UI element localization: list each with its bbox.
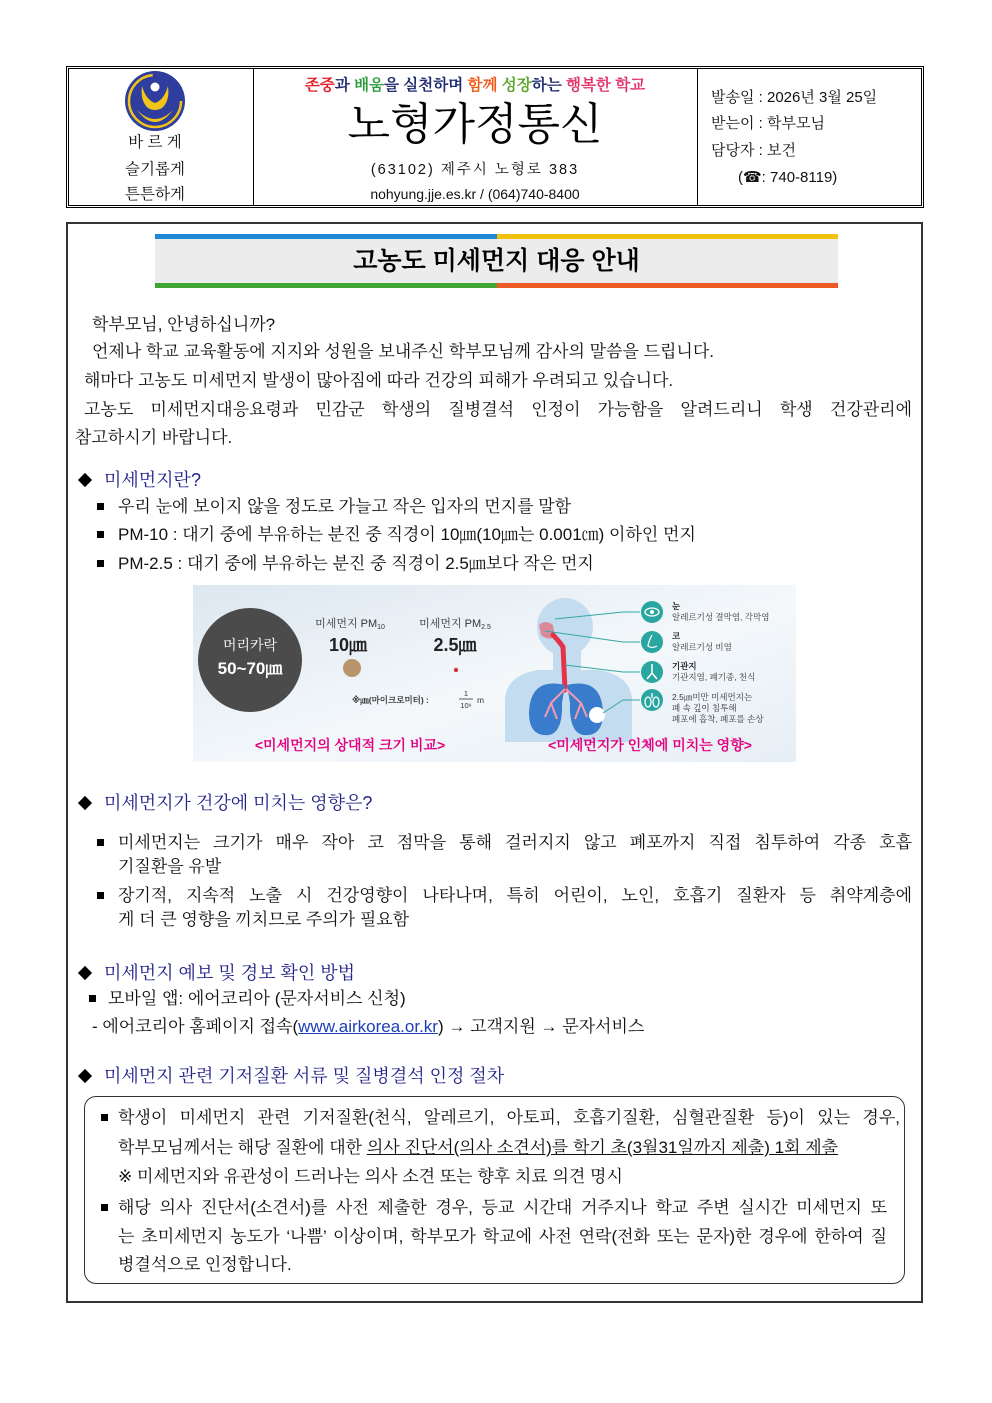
section-heading: 미세먼지란? [104, 470, 201, 490]
bullet-icon [97, 503, 104, 510]
bullet-text: 장기적, 지속적 노출 시 건강영향이 나타나며, 특히 어린이, 노인, 호흡기 질환자 등 취약계층에 [118, 886, 912, 905]
bullet-text: 기질환을 유발 [118, 857, 222, 876]
organ-effect-bronchus: 기관지염, 폐기종, 천식 [672, 672, 756, 682]
slogan-word: 존중 [304, 77, 335, 94]
section-heading: 미세먼지가 건강에 미치는 영향은? [104, 793, 373, 813]
organ-effect-eye: 알레르기성 결막염, 각막염 [672, 612, 770, 622]
intro-line: 참고하시기 바랍니다. [75, 428, 233, 447]
organ-effect-lungs: 2.5㎛미만 미세먼지는 [672, 692, 753, 702]
logo-motto-3: 튼튼하게 [125, 186, 185, 203]
slogan-word: 을 실천하며 [384, 77, 468, 94]
bullet-icon [97, 892, 104, 899]
pm10-subscript: 10 [377, 624, 385, 631]
procedure-text [118, 1136, 900, 1160]
bullet-text: 우리 눈에 보이지 않을 정도로 가늘고 작은 입자의 먼지를 말함 [118, 497, 572, 516]
manager: 담당자 : 보건 [711, 142, 796, 159]
unit-note: ※㎛(마이크로미터) : [352, 695, 429, 705]
slogan-word: 함께 [467, 77, 502, 94]
slogan-word: 배움 [354, 77, 385, 94]
send-date: 발송일 : 2026년 3월 25일 [711, 89, 878, 106]
procedure-text: 병결석으로 인정합니다. [118, 1255, 292, 1274]
header-divider-right [697, 69, 698, 205]
procedure-text: 학생이 미세먼지 관련 기저질환(천식, 알레르기, 아토피, 호흡기질환, 심혈관질환 등)이 있는 경우, [118, 1108, 900, 1127]
notice-title-banner [155, 234, 838, 288]
bullet-icon [101, 1204, 108, 1211]
eye-icon [641, 601, 663, 623]
pm10-label [315, 616, 385, 631]
logo-motto-2: 슬기롭게 [125, 161, 185, 178]
unit-fraction-numerator: 1 [463, 689, 469, 698]
bullet-text: 모바일 앱: 에어코리아 (문자서비스 신청) [108, 989, 406, 1008]
logo-motto-1: 바 르 게 [128, 134, 182, 151]
notice-title: 고농도 미세먼지 대응 안내 [353, 247, 640, 275]
section-heading: 미세먼지 예보 및 경보 확인 방법 [104, 963, 356, 983]
bullet-text: PM-2.5 : 대기 중에 부유하는 분진 중 직경이 2.5㎛보다 작은 먼지 [118, 554, 594, 573]
caption-body-effects: <미세먼지가 인체에 미치는 영향> [548, 737, 752, 753]
section-heading: 미세먼지 관련 기저질환 서류 및 질병결석 인정 절차 [104, 1066, 505, 1086]
manager-phone: (☎: 740-8119) [738, 169, 838, 186]
bullet-icon [97, 560, 104, 567]
slogan-word: 과 [334, 77, 355, 94]
unit-meter: m [477, 695, 485, 705]
fine-dust-infographic [193, 585, 796, 762]
lungs-icon [641, 689, 663, 711]
slogan-word: 성장 [501, 77, 532, 94]
airkorea-suffix: ) → 고객지원 → 문자서비스 [437, 1017, 645, 1036]
organ-effect-lungs: 폐포에 흡착, 폐포를 손상 [672, 714, 764, 724]
pm25-label [419, 616, 491, 631]
organ-name-eye: 눈 [672, 601, 681, 611]
banner-stripe-orange [497, 283, 838, 288]
school-slogan [253, 74, 697, 98]
procedure-text-underlined: 의사 진단서(의사 소견서)를 학기 초(3월31일까지 제출) 1회 제출 [366, 1138, 839, 1157]
bullet-icon [101, 1114, 108, 1121]
intro-line: 해마다 고농도 미세먼지 발생이 많아짐에 따라 건강의 피해가 우려되고 있습니다. [84, 371, 674, 390]
unit-fraction-denominator: 10⁶ [460, 701, 472, 710]
newsletter-title: 노형가정통신 [347, 100, 603, 149]
intro-line: 고농도 미세먼지대응요령과 민감군 학생의 질병결석 인정이 가능함을 알려드리니 학생 건강관리에 [84, 400, 912, 419]
procedure-text: 해당 의사 진단서(소견서)를 사전 제출한 경우, 등교 시간대 거주지나 학교 주변 실시간 미세먼지 또 [118, 1198, 887, 1217]
procedure-note: ※ 미세먼지와 유관성이 드러나는 의사 소견 또는 향후 치료 의견 명시 [118, 1167, 623, 1186]
pm25-size: 2.5㎛ [433, 635, 477, 655]
pm10-size: 10㎛ [328, 635, 368, 655]
bullet-text: 게 더 큰 영향을 끼치므로 주의가 필요함 [118, 910, 410, 929]
school-contact: nohyung.jje.es.kr / (064)740-8400 [370, 186, 580, 202]
pm10-particle [343, 659, 361, 677]
bullet-text: PM-10 : 대기 중에 부유하는 분진 중 직경이 10㎛(10㎛는 0.001㎝) 이하인 먼지 [118, 525, 696, 544]
airkorea-prefix: - 에어코리아 홈페이지 접속( [92, 1017, 299, 1036]
organ-effect-lungs: 폐 속 깊이 침투해 [672, 703, 737, 713]
organ-name-nose: 코 [672, 631, 681, 641]
pm25-particle [454, 668, 458, 672]
procedure-text-plain: 학부모님께서는 해당 질환에 대한 [118, 1138, 367, 1157]
school-logo-icon [123, 69, 187, 133]
organ-effect-nose: 알레르기성 비염 [672, 642, 732, 652]
bullet-text: 미세먼지는 크기가 매우 작아 코 점막을 통해 걸러지지 않고 폐포까지 직접 침투하여 각종 호흡 [118, 833, 912, 852]
bullet-icon [97, 531, 104, 538]
intro-line: 언제나 학교 교육활동에 지지와 성원을 보내주신 학부모님께 감사의 말씀을 드립니다. [92, 342, 715, 361]
nose-icon [641, 631, 663, 653]
organ-name-bronchus: 기관지 [672, 661, 697, 671]
airkorea-instructions [92, 1015, 912, 1039]
bullet-icon [89, 995, 96, 1002]
recipient: 받는이 : 학부모님 [711, 115, 825, 132]
banner-stripe-green [155, 283, 497, 288]
airkorea-link[interactable]: www.airkorea.or.kr [298, 1017, 438, 1036]
slogan-word: 하는 [531, 77, 566, 94]
caption-size-comparison: <미세먼지의 상대적 크기 비교> [254, 737, 446, 753]
pm25-label-text: 미세먼지 PM [419, 618, 482, 630]
bullet-icon [97, 839, 104, 846]
pm10-label-text: 미세먼지 PM [315, 618, 378, 630]
slogan-word: 행복한 학교 [565, 77, 646, 94]
school-address: (63102) 제주시 노형로 383 [370, 162, 580, 178]
pm25-subscript: 2.5 [481, 624, 491, 631]
hair-size: 50~70㎛ [217, 659, 283, 678]
hair-label: 머리카락 [222, 637, 278, 653]
intro-line: 학부모님, 안녕하십니까? [92, 315, 276, 334]
procedure-text: 는 초미세먼지 농도가 ‘나쁨’ 이상이며, 학부모가 학교에 사전 연락(전화 또는 문자)한 경우에 한하여 질 [118, 1227, 887, 1246]
bronchus-icon [641, 661, 663, 683]
